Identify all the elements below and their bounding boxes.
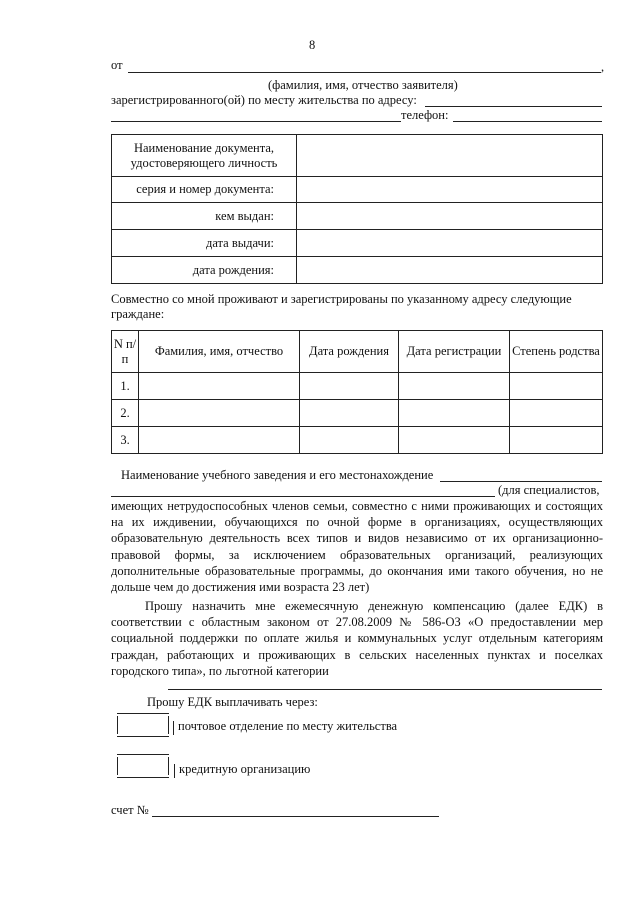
row-number: 2. [112, 400, 139, 427]
cell-registration-date[interactable] [399, 400, 510, 427]
post-office-checkbox[interactable] [117, 713, 169, 737]
id-doc-series-field[interactable] [297, 177, 603, 203]
phone-label: телефон: [401, 108, 449, 122]
table-row [112, 427, 603, 454]
id-doc-issuer-label: кем выдан: [112, 203, 297, 230]
cell-birth-date[interactable] [300, 427, 399, 454]
applicant-caption: (фамилия, имя, отчество заявителя) [268, 78, 458, 92]
education-label: Наименование учебного заведения и его местонахождение [121, 468, 434, 482]
account-number-line[interactable] [152, 816, 439, 817]
cohabitants-intro-line2: граждане: [111, 307, 165, 321]
account-label: счет № [111, 803, 149, 817]
id-doc-birth-date-label: дата рождения: [112, 257, 297, 284]
cell-full-name[interactable] [139, 400, 300, 427]
row-number: 3. [112, 427, 139, 454]
table-row [112, 400, 603, 427]
table-row [112, 135, 603, 177]
benefit-category-line[interactable] [168, 689, 602, 690]
table-header-row [112, 331, 603, 373]
credit-org-label: кредитную организацию [179, 762, 311, 776]
id-doc-series-label: серия и номер документа: [112, 177, 297, 203]
id-doc-issue-date-label: дата выдачи: [112, 230, 297, 257]
id-doc-name-field[interactable] [297, 135, 603, 177]
id-document-table [111, 134, 603, 284]
table-row [112, 257, 603, 284]
page-number: 8 [309, 38, 316, 52]
cell-full-name[interactable] [139, 427, 300, 454]
table-row [112, 373, 603, 400]
table-row [112, 230, 603, 257]
payment-label: Прошу ЕДК выплачивать через: [147, 695, 318, 709]
col-header-relationship: Степень родства [510, 331, 603, 373]
col-header-number: N п/п [112, 331, 139, 373]
col-header-registration-date: Дата регистрации [399, 331, 510, 373]
education-line-1[interactable] [440, 481, 602, 482]
post-office-label: почтовое отделение по месту жительства [178, 719, 398, 733]
cell-birth-date[interactable] [300, 373, 399, 400]
address-line-1[interactable] [425, 106, 602, 107]
education-note-text: имеющих нетрудоспособных членов семьи, совместно с ними проживающих и состоящих на их иждивении, обучающихся по очной форме в организациях, осуществляющих образовательную деятельность всех типов и видов независимо от их организационно-правовой формы, за исключением образовательных организаций, реализующих дополнительные образовательные программы, до окончания ими такого обучения, но не дольше чем до достижения ими возраста 23 лет) [111, 499, 603, 595]
id-doc-name-label: Наименование документа, удостоверяющего личность [112, 135, 297, 177]
request-text: Прошу назначить мне ежемесячную денежную компенсацию (далее ЕДК) в соответствии с областным законом от 27.08.2009 № 586-ОЗ «О предоставлении мер социальной поддержки по оплате жилья и коммунальных услуг отдельным категориям граждан, работающих и проживающих в сельских населенных пунктах и поселках городского типа», по льготной категории [111, 599, 603, 678]
id-doc-birth-date-field[interactable] [297, 257, 603, 284]
cell-birth-date[interactable] [300, 400, 399, 427]
from-comma: , [601, 60, 605, 74]
table-row [112, 203, 603, 230]
cell-registration-date[interactable] [399, 427, 510, 454]
education-line-2[interactable] [111, 496, 495, 497]
education-note-start: (для специалистов, [498, 483, 600, 497]
cell-full-name[interactable] [139, 373, 300, 400]
registered-label: зарегистрированного(ой) по месту жительства по адресу: [111, 93, 417, 107]
cohabitants-table [111, 330, 603, 454]
credit-org-checkbox[interactable] [117, 754, 169, 778]
cell-registration-date[interactable] [399, 373, 510, 400]
cell-relationship[interactable] [510, 427, 603, 454]
applicant-name-line[interactable] [128, 72, 601, 73]
address-line-2[interactable] [111, 121, 401, 122]
id-doc-issuer-field[interactable] [297, 203, 603, 230]
table-row [112, 177, 603, 203]
row-number: 1. [112, 373, 139, 400]
id-doc-issue-date-field[interactable] [297, 230, 603, 257]
cell-relationship[interactable] [510, 400, 603, 427]
cohabitants-intro-line1: Совместно со мной проживают и зарегистрированы по указанному адресу следующие [111, 292, 572, 306]
from-label: от [111, 58, 123, 72]
col-header-birth-date: Дата рождения [300, 331, 399, 373]
col-header-full-name: Фамилия, имя, отчество [139, 331, 300, 373]
phone-line[interactable] [453, 121, 602, 122]
cell-relationship[interactable] [510, 373, 603, 400]
